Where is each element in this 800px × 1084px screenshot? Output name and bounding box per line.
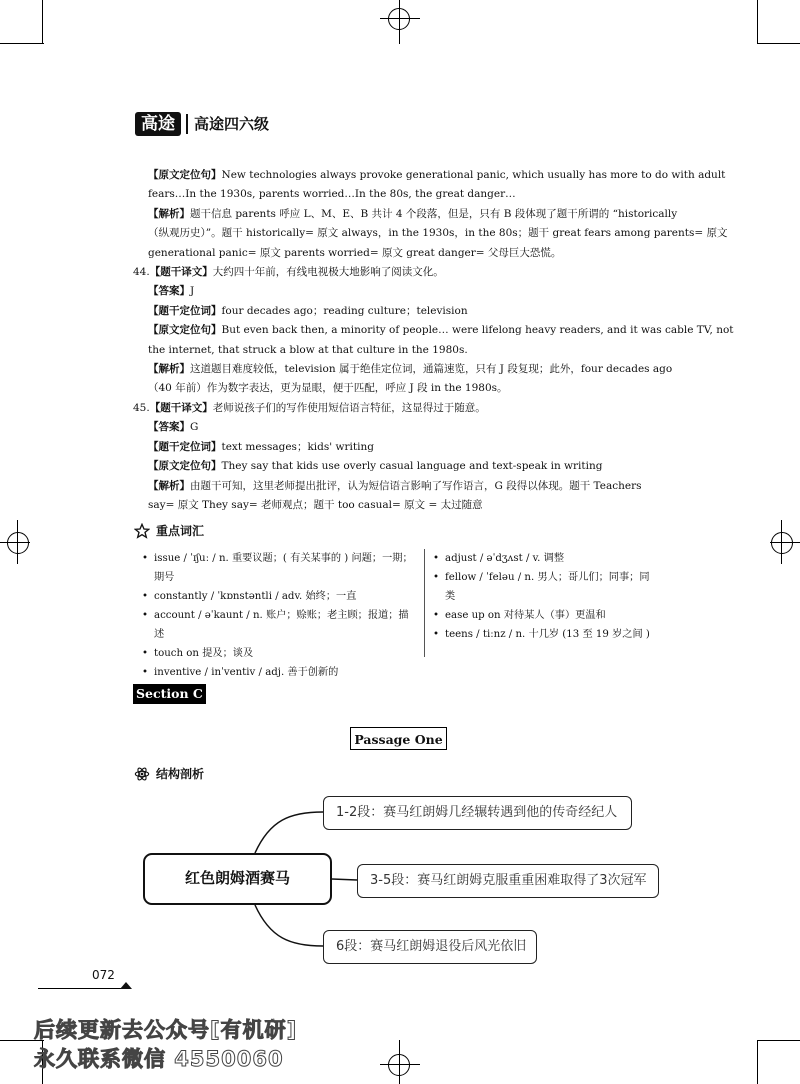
brand-logo: 高途 [135,112,181,136]
question-45-translation: 45.【题干译文】老师说孩子们的写作使用短信语言特征，这显得过于随意。 [133,401,486,414]
text-line: 【原文定位句】New technologies always provoke generational panic, which usually has more to do with adult [148,169,726,181]
question-44-keywords: 【题干定位词】four decades ago；reading culture；television [148,304,468,317]
mindmap-node-3: 6段：赛马红朗姆退役后风光依旧 [323,930,537,964]
list-item: • touch on 提及；谈及 [142,644,417,663]
question-45-answer: 【答案】G [148,421,199,434]
section-label: Section C [133,684,206,704]
list-item: • issue / ˈɪʃuː / n. 重要议题；( 有关某事的 ) 问题；一期； [142,549,417,568]
vocab-heading: 重点词汇 [134,522,204,539]
mindmap-node-1: 1-2段：赛马红朗姆几经辗转遇到他的传奇经纪人 [323,796,632,830]
list-item: • constantly / ˈkɒnstəntli / adv. 始终；一直 [142,587,417,606]
text-line: （纵观历史）”。题干 historically= 原文 always，in the 1930s，in the 80s；题干 great fears among parents= 原文 [148,227,728,240]
list-item: • teens / tiːnz / n. 十几岁 (13 至 19 岁之间 ) [433,625,663,644]
question-44-analysis: 【解析】这道题目难度较低，television 属于绝佳定位词，通篇速览，只有 J 段复现；此外，four decades ago [148,363,673,376]
passage-title: Passage One [350,727,447,750]
text-line: say= 原文 They say= 老师观点；题干 too casual= 原文 = 太过随意 [148,498,483,511]
question-44-answer: 【答案】J [148,285,195,298]
mindmap-node-2: 3-5段：赛马红朗姆克服重重困难取得了3次冠军 [357,864,659,898]
list-item: • fellow / ˈfeləu / n. 男人；哥儿们；同事；同 [433,568,663,587]
footer-rule [38,988,130,989]
question-45-source: 【原文定位句】They say that kids use overly casual language and text-speak in writing [148,460,603,473]
list-item: • adjust / əˈdʒʌst / v. 调整 [433,549,663,568]
list-item: • inventive / inˈventiv / adj. 善于创新的 [142,663,417,682]
text-line: 【解析】题干信息 parents 呼应 L、M、E、B 共计 4 个段落，但是，只有 B 段体现了题干所谓的 “historically [148,207,678,220]
list-item: • ease up on 对待某人（事）更温和 [433,606,663,625]
question-44-source: 【原文定位句】But even back then, a minority of people… were lifelong heavy readers, and it was cable TV, not [148,324,734,337]
structure-heading: 结构剖析 [134,765,204,782]
mindmap-center: 红色朗姆酒赛马 [143,853,332,905]
watermark-line-2: 永久联系微信 4550060 [34,1047,284,1071]
list-item-cont: 类 [445,591,456,602]
question-44-translation: 44.【题干译文】大约四十年前，有线电视极大地影响了阅读文化。 [133,266,444,279]
triangle-icon [120,982,132,990]
text-line: the internet, that struck a blow at that culture in the 1980s. [148,343,468,356]
list-item: • account / əˈkaunt / n. 账户；赊账；老主顾；报道；描述 [142,606,417,644]
text-line: generational panic= 原文 parents worried= 原文 great danger= 父母巨大恐慌。 [148,246,562,259]
text-line: （40 年前）作为数字表达，更为显眼，便于匹配，呼应 J 段 in the 1980s。 [148,382,508,395]
list-item-cont: 期号 [154,572,175,583]
watermark-line-1: 后续更新去公众号[有机研] [34,1018,298,1042]
question-45-analysis: 【解析】由题干可知，这里老师提出批评，认为短信语言影响了写作语言，G 段得以体现。题干 Teachers [148,479,642,492]
header-title: 高途四六级 [194,115,270,133]
question-45-keywords: 【题干定位词】text messages；kids' writing [148,440,374,453]
page-number: 072 [92,968,115,982]
text-line: fears…In the 1930s, parents worried…In the 80s, the great danger… [148,188,516,201]
